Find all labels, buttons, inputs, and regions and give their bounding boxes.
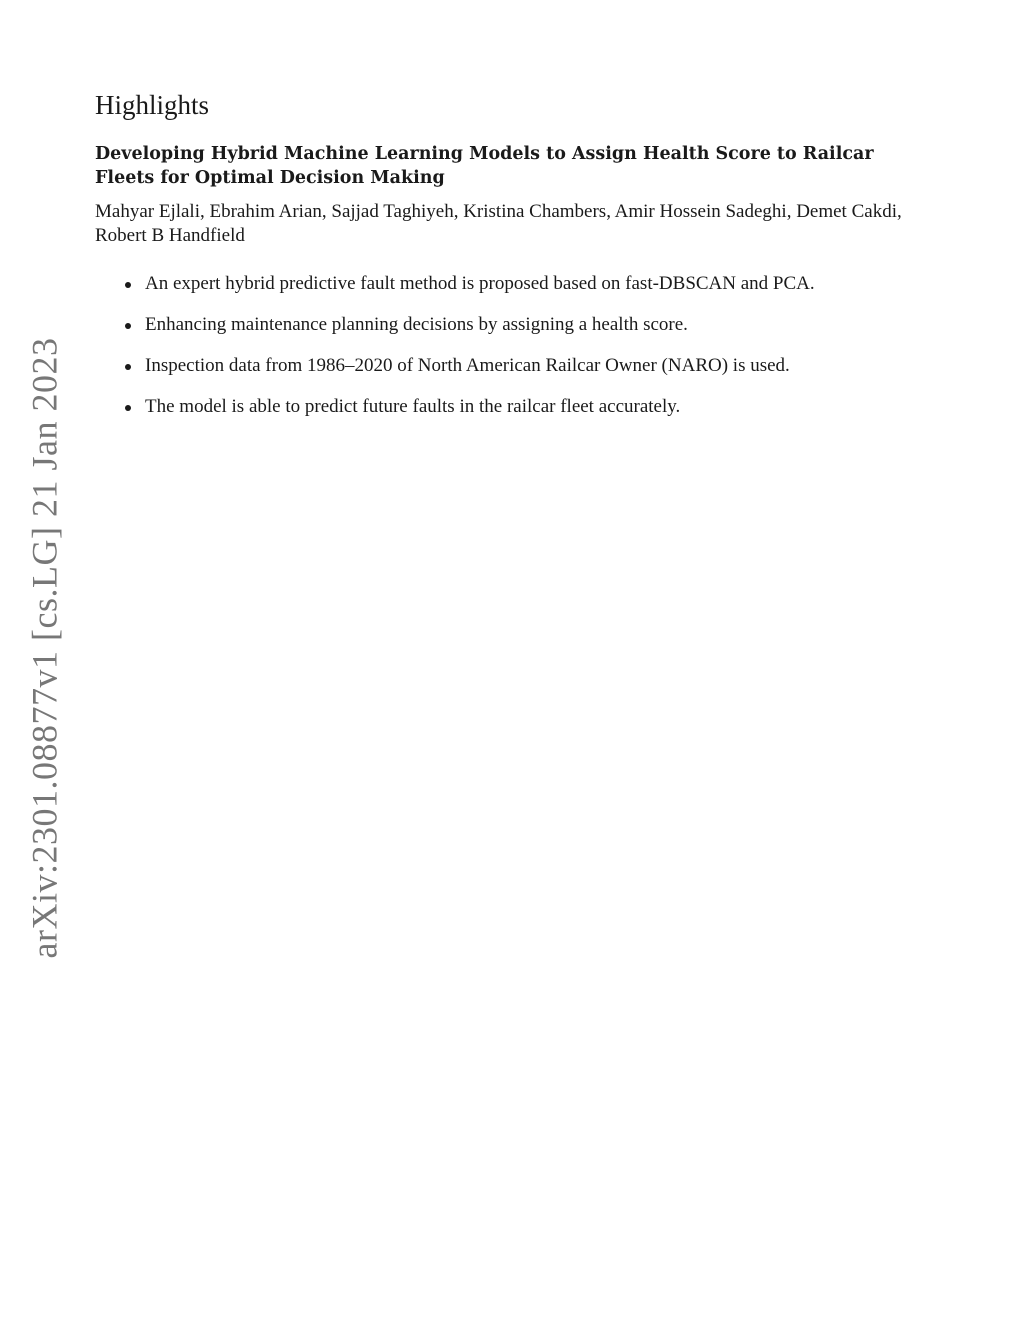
highlights-list	[95, 272, 935, 419]
bullet-icon	[125, 323, 131, 329]
highlight-item	[123, 272, 935, 296]
bullet-icon	[125, 364, 131, 370]
author-list: Mahyar Ejlali, Ebrahim Arian, Sajjad Taghiyeh, Kristina Chambers, Amir Hossein Sadeghi, Demet Cakdi, Robert B Handfield	[95, 201, 902, 246]
highlight-text: An expert hybrid predictive fault method is proposed based on fast-DBSCAN and PCA.	[145, 273, 815, 294]
section-heading: Highlights	[95, 90, 210, 120]
page-content	[95, 88, 935, 436]
highlight-item	[123, 395, 935, 419]
arxiv-identifier-sidebar	[24, 337, 65, 959]
highlight-text: Enhancing maintenance planning decisions by assigning a health score.	[145, 314, 688, 335]
highlight-text: Inspection data from 1986–2020 of North American Railcar Owner (NARO) is used.	[145, 355, 790, 376]
arxiv-identifier: arXiv:2301.08877v1 [cs.LG] 21 Jan 2023	[24, 337, 65, 959]
bullet-icon	[125, 282, 131, 288]
paper-title: Developing Hybrid Machine Learning Models to Assign Health Score to Railcar Fleets for Optimal Decision Making	[95, 144, 874, 188]
highlight-item	[123, 313, 935, 337]
highlight-item	[123, 354, 935, 378]
bullet-icon	[125, 405, 131, 411]
highlight-text: The model is able to predict future faults in the railcar fleet accurately.	[145, 396, 681, 417]
